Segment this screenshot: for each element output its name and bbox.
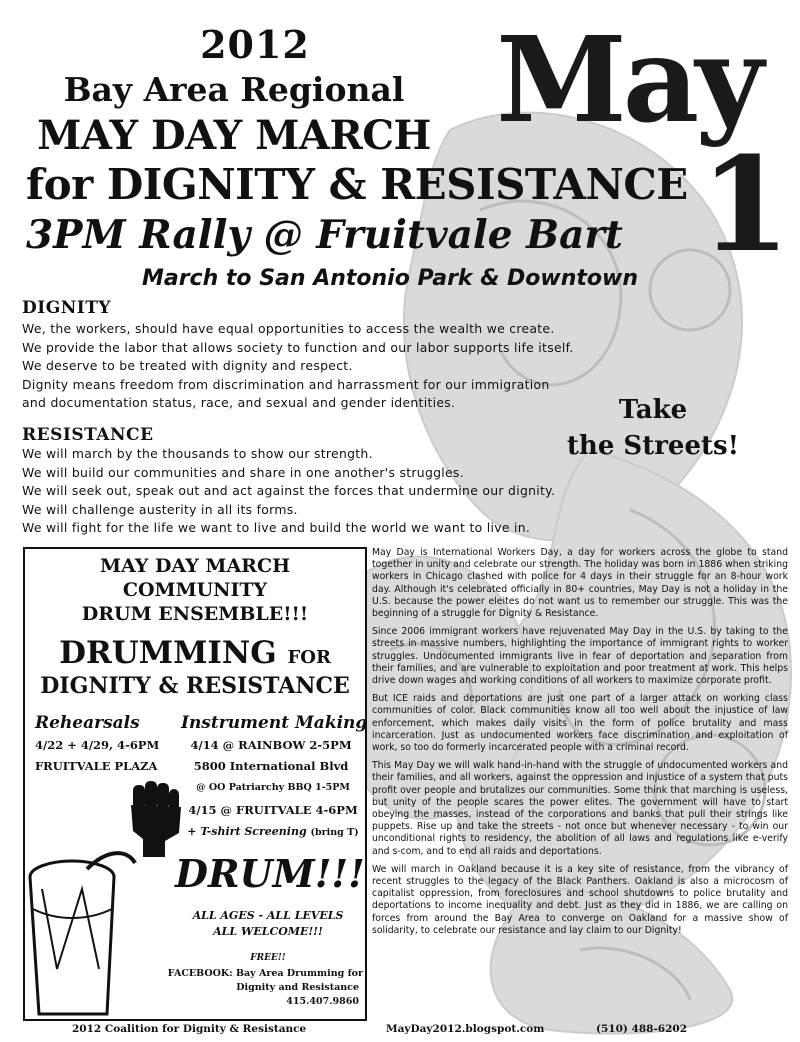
dignity-heading: DIGNITY <box>22 298 111 318</box>
facebook-line: FACEBOOK: Bay Area Drumming for <box>167 968 363 979</box>
drum-box-head-1: MAY DAY MARCH <box>99 555 291 577</box>
drum-box-head-2: COMMUNITY <box>122 579 268 601</box>
article-column <box>372 547 788 943</box>
rehearsals-label: Rehearsals <box>35 713 140 733</box>
dignity-line: and documentation status, race, and sexual and gender identities. <box>22 395 456 411</box>
dignity-lines <box>22 320 574 413</box>
drumming-word: DRUMMING <box>59 635 277 671</box>
bring-t: (bring T) <box>310 827 359 838</box>
drum-icon <box>27 849 137 1017</box>
resistance-line: We will fight for the life we want to live and build the world we want to live in. <box>22 520 531 536</box>
instrument-date-1: 4/14 @ RAINBOW 2-5PM <box>190 738 352 752</box>
drum-box-title-1 <box>29 635 361 671</box>
header-theme: for DIGNITY & RESISTANCE <box>26 160 688 209</box>
footer-website[interactable]: MayDay2012.blogspot.com <box>386 1023 545 1035</box>
callout-line-2: the Streets! <box>566 431 740 461</box>
drum-box-head-3: DRUM ENSEMBLE!!! <box>81 603 309 625</box>
instrument-making-label: Instrument Making <box>181 713 368 733</box>
tshirt-line <box>185 825 361 838</box>
header-route: March to San Antonio Park & Downtown <box>141 266 639 291</box>
dignity-line: Dignity means freedom from discrimination and harrassment for our immigration <box>22 376 550 392</box>
rehearsals-place: FRUITVALE PLAZA <box>35 759 158 773</box>
drum-headline: DRUM!!! <box>175 851 365 896</box>
drum-box-title-2: DIGNITY & RESISTANCE <box>40 673 350 699</box>
header-rally: 3PM Rally @ Fruitvale Bart <box>26 212 623 258</box>
dignity-line: We provide the labor that allows society to function and our labor supports life itself. <box>22 339 574 355</box>
header-year: 2012 <box>200 22 310 67</box>
free-label: FREE!! <box>250 953 286 963</box>
for-word: FOR <box>287 647 331 668</box>
take-the-streets-callout <box>548 392 758 464</box>
resistance-lines <box>22 445 555 538</box>
resistance-line: We will challenge austerity in all its forms. <box>22 501 298 517</box>
resistance-line: We will build our communities and share in one another's struggles. <box>22 464 464 480</box>
footer-phone: (510) 488-6202 <box>596 1023 688 1035</box>
resistance-heading: RESISTANCE <box>22 425 154 445</box>
tshirt-screening: + T-shirt Screening <box>187 825 307 838</box>
instrument-address: 5800 International Blvd <box>193 759 349 773</box>
drum-ensemble-box <box>23 547 367 1021</box>
all-welcome-line: ALL WELCOME!!! <box>213 925 323 938</box>
header-day-number: 1 <box>700 128 791 281</box>
dignity-line: We, the workers, should have equal opportunities to access the wealth we create. <box>22 321 555 336</box>
dignity-line: We deserve to be treated with dignity and respect. <box>22 358 353 374</box>
article-paragraph: But ICE raids and deportations are just one part of a larger attack on working class communities of color. Black communities know all too well about the injustice of law enforcement, which makes daily visits in the form of police brutality and mass incarceration. Just as undocumented workers face discrimination and exploitation of work, so too do formerly incarcerated people with a criminal record. <box>372 693 788 754</box>
footer-coalition: 2012 Coalition for Dignity & Resistance <box>72 1023 307 1035</box>
raised-fist-icon <box>121 777 191 857</box>
resistance-line: We will march by the thousands to show our strength. <box>22 446 373 461</box>
article-paragraph: May Day is International Workers Day, a day for workers across the globe to stand together in unity and celebrate our strength. The holiday was born in 1886 when striking workers in Chicago clashed with police for 4 days in their struggle for an 8-hour work day. Although it's celebrated officially in 80+ countries, May Day is not a holiday in the U.S. because the power eleites do not want us to remember our struggle. This was the beginning of a struggle for Dignity & Resistance. <box>372 547 788 620</box>
article-paragraph: We will march in Oakland because it is a key site of resistance, from the vibrancy of recent struggles to the legacy of the Black Panthers. Oakland is also a microcosm of capitalist oppression, from foreclosures and school shutdowns to police brutality and deportations to income inequality and debt. Just as they did in 1886, we are calling on forces from around the Bay Area to converge on Oakland for a massive show of solidarity, to celebrate our resistance and lay claim to our Dignity! <box>372 863 788 936</box>
callout-line-1: Take <box>618 395 688 425</box>
drum-phone: 415.407.9860 <box>286 996 359 1007</box>
resistance-line: We will seek out, speak out and act against the forces that undermine our dignity. <box>22 483 556 499</box>
header-subtitle: Bay Area Regional <box>63 70 405 109</box>
article-paragraph: This May Day we will walk hand-in-hand with the struggle of undocumented workers and their families, and all workers, against the oppression and injustice of a system that puts profit over people and brutalizes our communities. Some think that marching is useless, but unity of the people scares the power elites. The government will have to start obeying the masses, instead of the corporations and banks that pull their strings like puppets. Rise up and take the streets - not once but whenever necessary - to win our unconditional rights to residency, the abolition of all laws and regulations like e-verify and s-com, and to end all raids and deportations. <box>372 760 788 857</box>
facebook-group: Dignity and Resistance <box>236 982 359 993</box>
article-paragraph: Since 2006 immigrant workers have rejuvenated May Day in the U.S. by taking to the streets in massive numbers, highlighting the importance of immigrant rights to worker struggles. Undocumented immigrants live in fear of deportation and separation from their families, and are vulnerable to exploitation and poor treatment at work. This helps drive down wages and working conditions of all workers to maximize corporate profit. <box>372 626 788 687</box>
rehearsals-dates: 4/22 + 4/29, 4-6PM <box>35 738 160 752</box>
all-ages-line: ALL AGES - ALL LEVELS <box>192 909 344 922</box>
instrument-bbq: @ OO Patriarchy BBQ 1-5PM <box>196 782 350 793</box>
header-march-title: MAY DAY MARCH <box>37 112 431 159</box>
header-may: May <box>496 10 760 149</box>
instrument-date-2: 4/15 @ FRUITVALE 4-6PM <box>188 803 358 817</box>
